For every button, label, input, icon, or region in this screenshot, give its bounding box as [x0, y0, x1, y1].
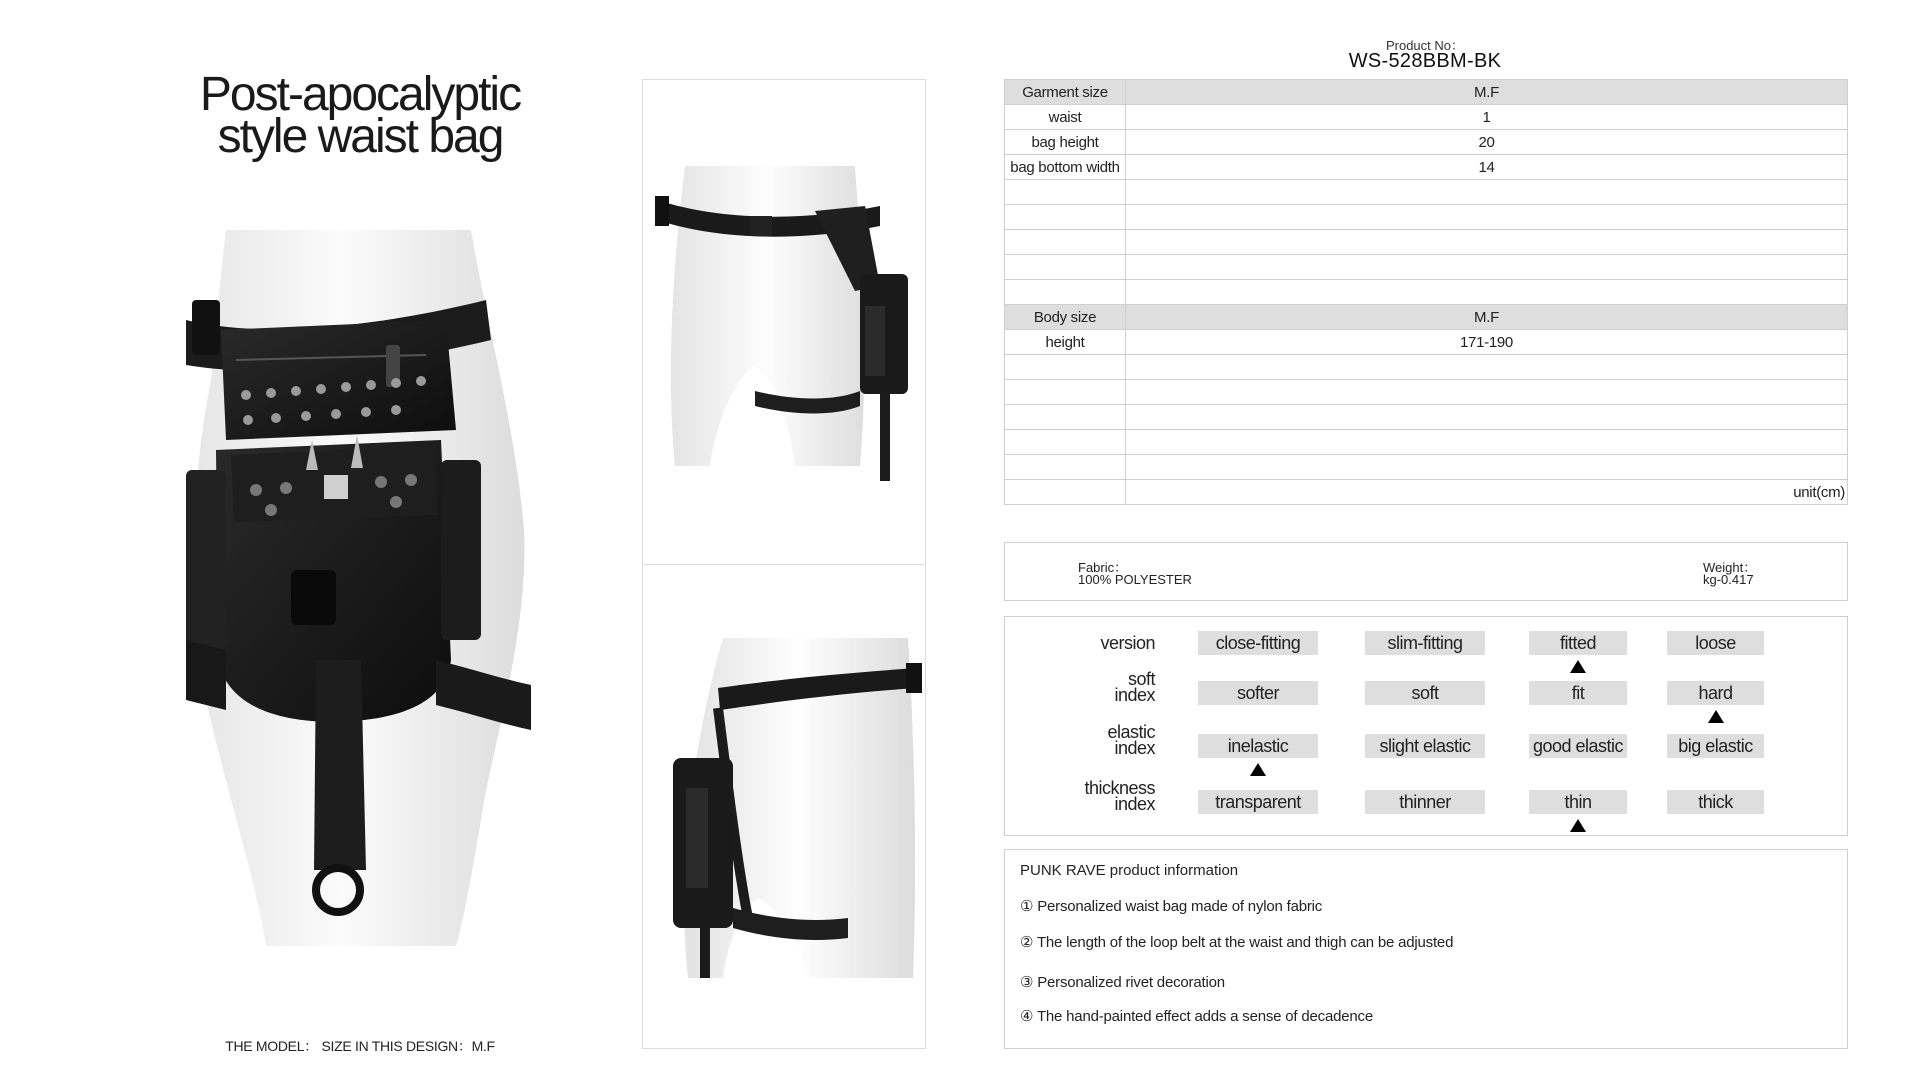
row-label	[1005, 480, 1126, 505]
hero-product-photo	[186, 230, 532, 946]
table-row	[1005, 205, 1848, 230]
attribute-label-line: elastic	[1107, 722, 1155, 742]
selected-marker-triangle-icon	[1250, 763, 1266, 776]
table-row	[1005, 355, 1848, 380]
row-value: 171-190	[1126, 330, 1848, 355]
product-info-box	[1004, 849, 1848, 1049]
table-row	[1005, 480, 1848, 505]
garment-size-header-row	[1005, 80, 1848, 105]
model-size-note: THE MODEL： SIZE IN THIS DESIGN：M.F	[225, 1038, 495, 1054]
attribute-label-line: version	[1100, 633, 1155, 653]
row-label	[1005, 280, 1126, 305]
side-view-photo-1	[655, 166, 920, 506]
row-value: 1	[1126, 105, 1848, 130]
row-value	[1126, 430, 1848, 455]
table-row	[1005, 430, 1848, 455]
size-table	[1004, 79, 1848, 505]
side-view-1-illustration	[655, 166, 920, 506]
product-info-title: PUNK RAVE product information	[1020, 862, 1239, 879]
attribute-option: slight elastic	[1365, 734, 1485, 758]
table-row	[1005, 455, 1848, 480]
table-row	[1005, 330, 1848, 355]
fit-attributes-box	[1004, 616, 1848, 836]
attribute-option: loose	[1667, 631, 1764, 655]
row-value	[1126, 355, 1848, 380]
product-number-label: Product No：	[1385, 38, 1465, 53]
product-number: WS-528BBM-BK	[1348, 50, 1502, 72]
attribute-option: inelastic	[1198, 734, 1318, 758]
attribute-option: slim-fitting	[1365, 631, 1485, 655]
attribute-option: thick	[1667, 790, 1764, 814]
attribute-label-line: index	[1114, 685, 1155, 705]
selected-marker-triangle-icon	[1708, 710, 1724, 723]
attribute-option: good elastic	[1529, 734, 1627, 758]
product-title	[150, 68, 570, 163]
row-value	[1126, 405, 1848, 430]
attribute-option: big elastic	[1667, 734, 1764, 758]
body-size-column-header: M.F	[1126, 305, 1848, 330]
table-row	[1005, 280, 1848, 305]
row-value: 14	[1126, 155, 1848, 180]
product-title-line-2: style waist bag	[217, 110, 503, 163]
side-view-2-illustration	[648, 638, 923, 988]
table-row	[1005, 230, 1848, 255]
info-item: ② The length of the loop belt at the waist and thigh can be adjusted	[1020, 934, 1454, 951]
table-row	[1005, 105, 1848, 130]
attribute-label	[1005, 635, 1155, 651]
row-label	[1005, 355, 1126, 380]
table-row	[1005, 255, 1848, 280]
attribute-option: hard	[1667, 681, 1764, 705]
row-label: bag height	[1005, 130, 1126, 155]
side-view-photo-2	[648, 638, 923, 988]
row-label	[1005, 205, 1126, 230]
row-value	[1126, 230, 1848, 255]
product-title-line-1: Post-apocalyptic	[199, 68, 521, 121]
attribute-option: close-fitting	[1198, 631, 1318, 655]
attribute-option: soft	[1365, 681, 1485, 705]
fabric-label: Fabric：	[1078, 560, 1128, 575]
hero-illustration	[186, 230, 532, 946]
selected-marker-triangle-icon	[1570, 819, 1586, 832]
row-value	[1126, 255, 1848, 280]
attribute-option: softer	[1198, 681, 1318, 705]
attribute-label-line: index	[1114, 738, 1155, 758]
row-value	[1126, 280, 1848, 305]
unit-note: unit(cm)	[1126, 480, 1848, 505]
attribute-option: transparent	[1198, 790, 1318, 814]
attribute-label	[1005, 671, 1155, 703]
side-views-divider	[642, 564, 926, 565]
selected-marker-triangle-icon	[1570, 660, 1586, 673]
body-size-header-row	[1005, 305, 1848, 330]
info-item: ① Personalized waist bag made of nylon fabric	[1020, 898, 1323, 915]
attribute-label-line: soft	[1127, 669, 1155, 689]
row-value	[1126, 455, 1848, 480]
garment-size-column-header: M.F	[1126, 80, 1848, 105]
row-value	[1126, 380, 1848, 405]
row-label: waist	[1005, 105, 1126, 130]
attribute-option: fit	[1529, 681, 1627, 705]
row-label	[1005, 230, 1126, 255]
attribute-option: fitted	[1529, 631, 1627, 655]
row-label: bag bottom width	[1005, 155, 1126, 180]
attribute-label	[1005, 724, 1155, 756]
info-item: ④ The hand-painted effect adds a sense of decadence	[1020, 1008, 1373, 1025]
row-label	[1005, 405, 1126, 430]
row-value: 20	[1126, 130, 1848, 155]
row-label	[1005, 180, 1126, 205]
row-value	[1126, 205, 1848, 230]
row-label	[1005, 380, 1126, 405]
attribute-option: thinner	[1365, 790, 1485, 814]
table-row	[1005, 155, 1848, 180]
fabric-value: 100% POLYESTER	[1078, 572, 1192, 587]
weight-value: kg-0.417	[1703, 572, 1754, 587]
attribute-label-line: thickness	[1084, 778, 1155, 798]
info-item: ③ Personalized rivet decoration	[1020, 974, 1225, 991]
fabric-weight-box	[1004, 542, 1848, 601]
body-size-header: Body size	[1005, 305, 1126, 330]
row-label	[1005, 255, 1126, 280]
table-row	[1005, 130, 1848, 155]
row-value	[1126, 180, 1848, 205]
attribute-label	[1005, 780, 1155, 812]
attribute-option: thin	[1529, 790, 1627, 814]
garment-size-header: Garment size	[1005, 80, 1126, 105]
row-label: height	[1005, 330, 1126, 355]
table-row	[1005, 180, 1848, 205]
row-label	[1005, 430, 1126, 455]
row-label	[1005, 455, 1126, 480]
table-row	[1005, 380, 1848, 405]
weight-label: Weight：	[1703, 560, 1757, 575]
table-row	[1005, 405, 1848, 430]
attribute-label-line: index	[1114, 794, 1155, 814]
